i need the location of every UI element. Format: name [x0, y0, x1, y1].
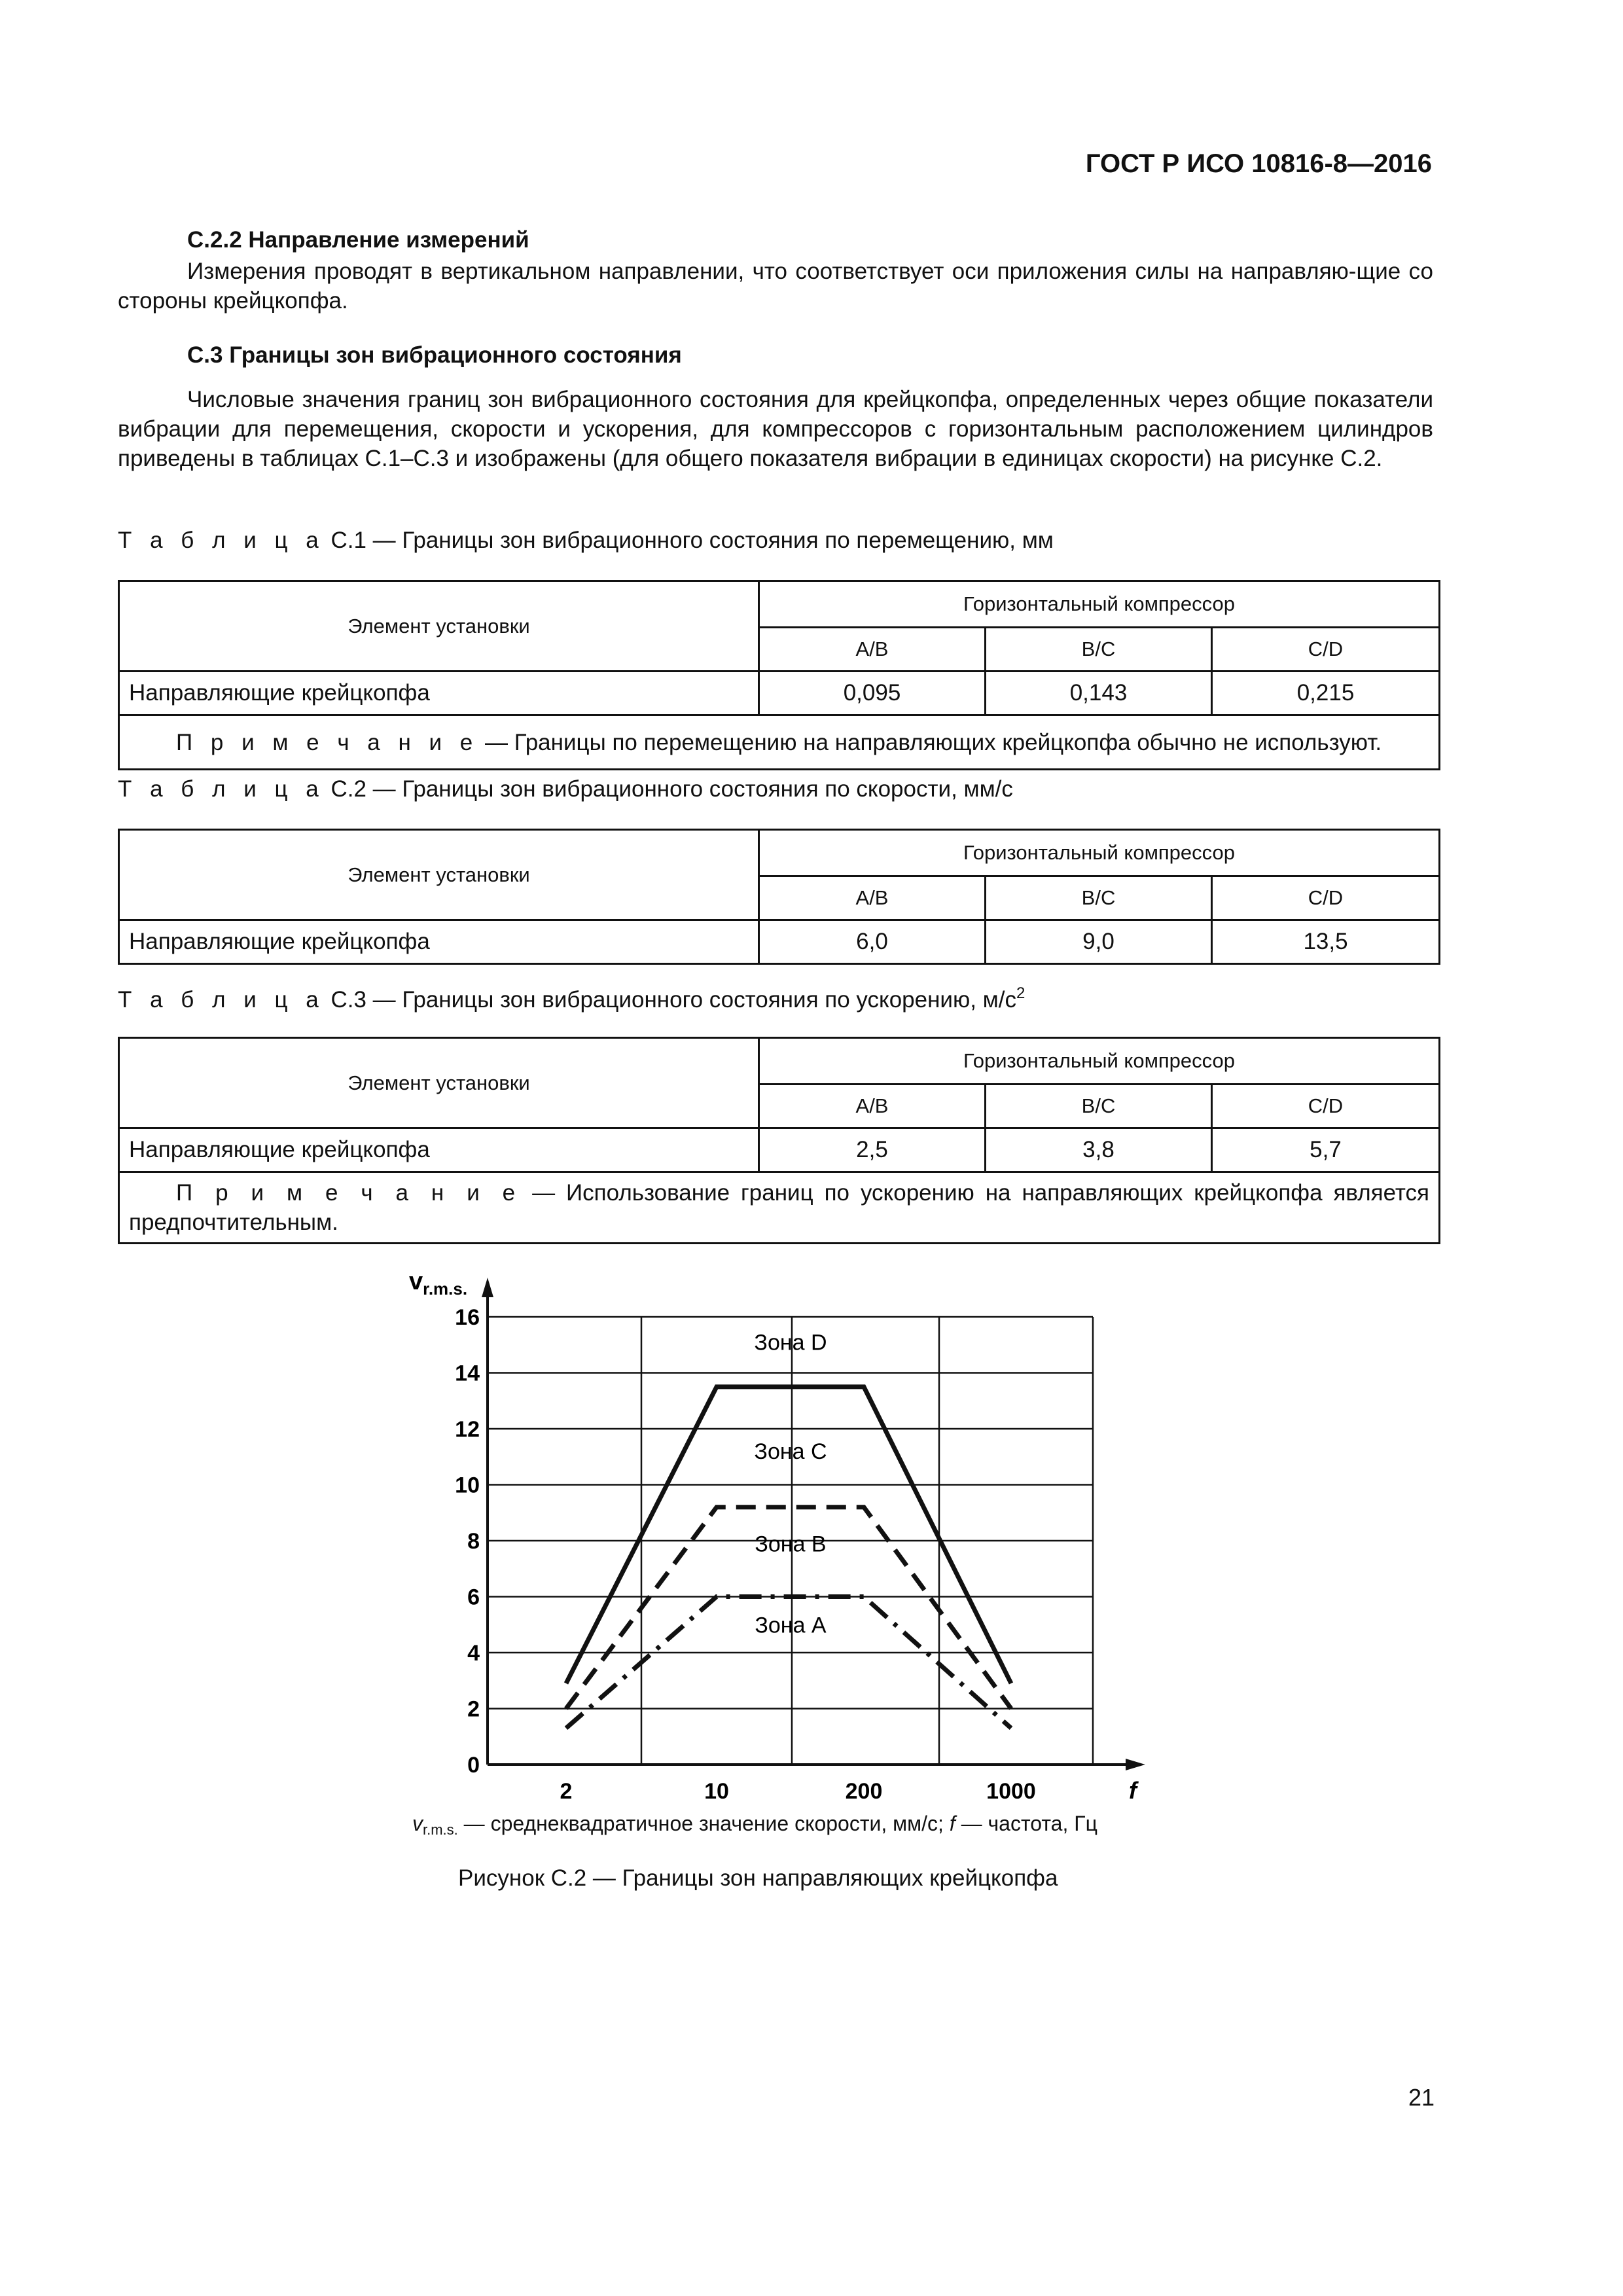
y-tick-label: 16	[455, 1305, 480, 1330]
table-c1-col-cd: C/D	[1212, 628, 1440, 672]
table-c1-note	[119, 715, 1440, 770]
x-tick-label: 2	[560, 1779, 573, 1800]
table-c2-value-ab: 6,0	[759, 920, 986, 964]
figure-legend	[412, 1812, 1097, 1839]
legend-f-symbol: f	[949, 1812, 955, 1835]
x-axis-label: f	[1129, 1777, 1137, 1800]
table-c3-caption	[118, 984, 1025, 1013]
table-c1-value-ab: 0,095	[759, 672, 986, 715]
table-c3-note-label: П р и м е ч а н и е	[176, 1180, 522, 1206]
y-axis-label: $v_{r.m.s.}$	[409, 1268, 468, 1299]
y-tick-label: 10	[455, 1473, 480, 1498]
table-c2-group-header: Горизонтальный компрессор	[759, 830, 1440, 876]
table-c3-element-header: Элемент установки	[119, 1038, 759, 1128]
y-tick-label: 12	[455, 1417, 480, 1442]
x-tick-label: 200	[845, 1779, 883, 1800]
table-c1-caption	[118, 528, 1054, 554]
table-c1-group-header: Горизонтальный компрессор	[759, 581, 1440, 628]
y-axis-arrow	[482, 1278, 493, 1297]
zone-label: Зона C	[754, 1439, 827, 1465]
table-c1-label: Т а б л и ц а	[118, 528, 325, 553]
table-c3-value-ab: 2,5	[759, 1128, 986, 1172]
legend-text-2: — частота, Гц	[955, 1812, 1097, 1835]
y-tick-label: 6	[467, 1585, 480, 1610]
section-c3-text: Числовые значения границ зон вибрационного состояния для крейцкопфа, определенных через общие показатели вибрации для перемещения, скорости и ускорения, для компрессоров с горизонтальным расположением цилиндров приведены в таблицах С.1–С.3 и изображены (для общего показателя вибрации в единицах скорости) на рисунке С.2.	[118, 387, 1433, 471]
zone-label: Зона A	[755, 1613, 827, 1638]
x-axis-arrow	[1126, 1759, 1145, 1770]
table-c2	[118, 829, 1440, 965]
legend-v-subscript: r.m.s.	[423, 1821, 458, 1838]
y-tick-label: 8	[467, 1529, 480, 1554]
figure-caption: Рисунок С.2 — Границы зон направляющих крейцкопфа	[458, 1865, 1058, 1891]
table-c2-row-label: Направляющие крейцкопфа	[119, 920, 759, 964]
table-c1-col-ab: A/B	[759, 628, 986, 672]
zone-label: Зона D	[754, 1330, 827, 1355]
table-c1-value-cd: 0,215	[1212, 672, 1440, 715]
table-c2-title: С.2 — Границы зон вибрационного состояния по скорости, мм/с	[330, 776, 1013, 802]
table-c3-title-superscript: 2	[1016, 984, 1026, 1002]
table-c2-value-cd: 13,5	[1212, 920, 1440, 964]
legend-text-1: — среднеквадратичное значение скорости, мм/с;	[457, 1812, 950, 1835]
section-c22-text: Измерения проводят в вертикальном направлении, что соответствует оси приложения силы на направляю-щие со стороны крейцкопфа.	[118, 259, 1433, 314]
y-tick-label: 2	[467, 1696, 480, 1722]
legend-v-symbol: v	[412, 1812, 423, 1835]
zone-label: Зона B	[755, 1532, 827, 1557]
table-c1-title: С.1 — Границы зон вибрационного состояния по перемещению, мм	[330, 528, 1054, 553]
table-c3-value-bc: 3,8	[986, 1128, 1212, 1172]
table-c3-note	[119, 1172, 1440, 1244]
table-c2-label: Т а б л и ц а	[118, 776, 325, 802]
table-c3-group-header: Горизонтальный компрессор	[759, 1038, 1440, 1085]
table-c3-value-cd: 5,7	[1212, 1128, 1440, 1172]
table-c3-label: Т а б л и ц а	[118, 987, 325, 1013]
table-c1-value-bc: 0,143	[986, 672, 1212, 715]
table-c3-note-text: — Использование границ по ускорению на направляющих крейцкопфа является предпочтительным.	[129, 1180, 1429, 1235]
zone-boundaries-chart	[366, 1257, 1152, 1800]
table-c2-col-bc: B/C	[986, 876, 1212, 920]
table-c3-col-bc: B/C	[986, 1085, 1212, 1128]
page-number: 21	[1408, 2084, 1435, 2111]
table-c1-element-header: Элемент установки	[119, 581, 759, 672]
x-tick-label: 10	[704, 1779, 729, 1800]
table-c1-col-bc: B/C	[986, 628, 1212, 672]
table-c3	[118, 1037, 1440, 1244]
section-c22-heading: С.2.2 Направление измерений	[187, 227, 529, 253]
table-c2-caption	[118, 776, 1013, 802]
y-tick-label: 0	[467, 1753, 480, 1778]
table-c3-title: С.3 — Границы зон вибрационного состояния по ускорению, м/с	[330, 987, 1016, 1013]
table-c3-row-label: Направляющие крейцкопфа	[119, 1128, 759, 1172]
document-id-header: ГОСТ Р ИСО 10816-8—2016	[1085, 149, 1432, 178]
table-c1-note-text: — Границы по перемещению на направляющих крейцкопфа обычно не используют.	[485, 729, 1382, 755]
table-c1-row-label: Направляющие крейцкопфа	[119, 672, 759, 715]
table-c2-col-cd: C/D	[1212, 876, 1440, 920]
table-c2-col-ab: A/B	[759, 876, 986, 920]
x-tick-label: 1000	[986, 1779, 1036, 1800]
y-tick-label: 14	[455, 1361, 480, 1386]
y-tick-label: 4	[467, 1641, 480, 1666]
table-c1	[118, 580, 1440, 770]
table-c2-element-header: Элемент установки	[119, 830, 759, 920]
table-c3-col-cd: C/D	[1212, 1085, 1440, 1128]
table-c3-col-ab: A/B	[759, 1085, 986, 1128]
table-c2-value-bc: 9,0	[986, 920, 1212, 964]
section-c3-heading: С.3 Границы зон вибрационного состояния	[187, 342, 682, 368]
table-c1-note-label: П р и м е ч а н и е	[176, 729, 479, 755]
